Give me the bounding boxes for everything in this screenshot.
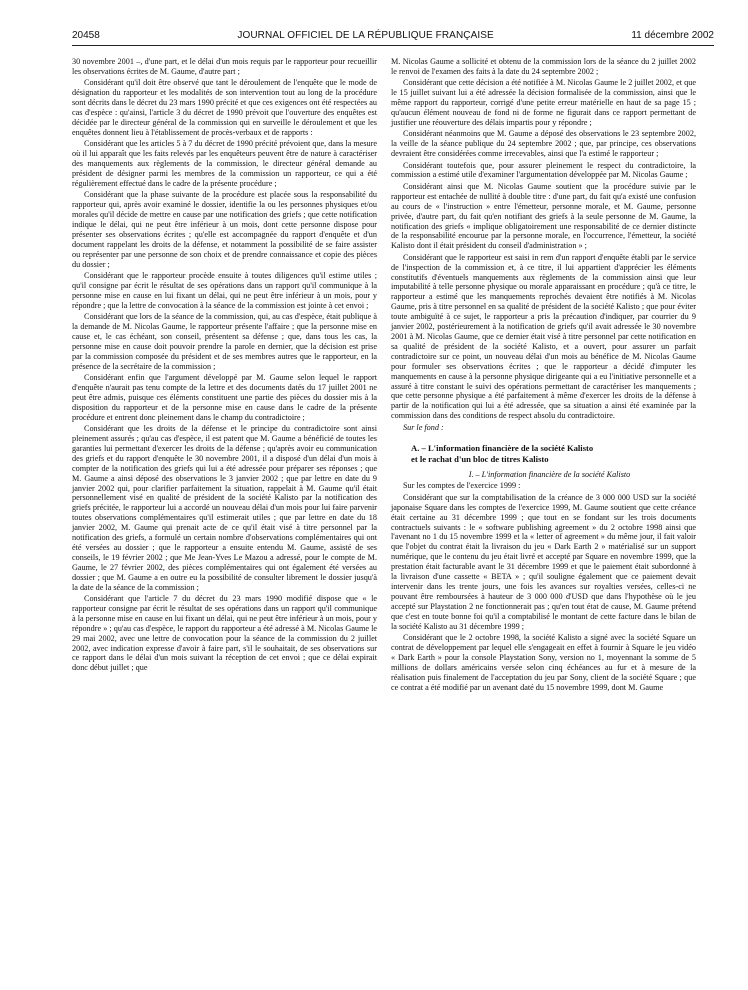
paragraph: Considérant que cette décision a été notifiée à M. Nicolas Gaume le 2 juillet 2002, et que le 15 juillet suivant lui a été adressée la décision formalisée de la commission, ainsi que le même rapport du rapporteur, corrigé d'une petite erreur matérielle en haut de sa page 15 ; qu'aucun élément nouveau de fond ni de forme ne figurait dans ce rapport permettant de justifier une réouverture des délais impartis pour y répondre ; <box>391 78 696 127</box>
sur-le-fond-label: Sur le fond : <box>403 423 444 433</box>
paragraph: Considérant enfin que l'argument développé par M. Gaume selon lequel le rapport d'enquête n'aurait pas tenu compte de la lettre et des documents datés du 17 juillet 2001 ne peut être admis, puisque ces éléments constituent une partie des pièces du dossier mis à la disposition du rapporteur et de la personne mise en cause dans le cadre de la présente procédure et entrent donc pleinement dans le champ du contradictoire ; <box>72 373 377 422</box>
paragraph: Considérant toutefois que, pour assurer pleinement le respect du contradictoire, la commission a estimé utile d'examiner l'argumentation développée par M. Nicolas Gaume ; <box>391 160 696 180</box>
right-column <box>391 57 696 694</box>
section-heading-a-line2: et le rachat d'un bloc de titres Kalisto <box>411 453 549 464</box>
page-header <box>72 30 714 46</box>
paragraph: Considérant que le rapporteur est saisi in rem d'un rapport d'enquête établi par le service de l'inspection de la commission et, à ce titre, il lui appartient d'apprécier les éléments constitutifs d'éventuels manquements aux règlements de la commission ainsi que leur imputabilité à telle personne physique ou morale apparaissant en procédure ; qu'à ce titre, le rapporteur a estimé que les manquements reprochés devaient être notifiés à M. Nicolas Gaume, pris à titre personnel en sa qualité de président de la société Kalisto ; que pour éviter toute ambiguïté à ce sujet, le rapporteur a pris la précaution d'indiquer, par courrier du 9 janvier 2002, postérieurement à la notification de griefs qu'il avait adressée le 30 novembre 2001 à M. Nicolas Gaume, que ce dernier était visé à titre personnel par cette notification en sa qualité de président de la société Kalisto, et a ouvert, pour assurer un parfait contradictoire sur ce point, un nouveau délai d'un mois au bénéfice de M. Nicolas Gaume pour formuler ses observations écrites ; que le rapporteur a décidé d'imputer les manquements en cause à la personne physique dirigeante qui a eu l'initiative personnelle et a assuré à titre constant le suivi des opérations permettant de caractériser les manquements ; que cette personne physique a été parfaitement à même d'exercer les droits de la défense à partir de la notification qui lui a été adressée, que sa situation a ainsi été examinée par la commission dans des conditions de respect absolu du contradictoire. <box>391 252 696 421</box>
page-number: 20458 <box>72 30 100 41</box>
paragraph: Considérant que sur la comptabilisation de la créance de 3 000 000 USD sur la société japonaise Square dans les comptes de l'exercice 1999, M. Gaume soutient que cette créance était certaine au 31 décembre 1999 ; que tout en se fondant sur les trois documents contractuels suivants : le « software publishing agreement » du 2 octobre 1998 ainsi que l'avenant no 1 du 15 novembre 1999 et la « letter of agreement » du même jour, il fait valoir que l'objet du contrat était la livraison du jeu « Dark Earth 2 » matérialisé sur un support numérique, que le contenu du jeu était livré et accepté par Square en novembre 1999, que la prestation était facturable avant le 31 décembre 1999 et que le paiement était subordonné à la livraison d'une cassette « BETA » ; qu'il souligne également que ce paiement devait intervenir dans les trente jours, une fois les avances sur royalties versées, celles-ci ne pouvant être remboursées à hauteur de 3 000 000 d'USD que dans l'hypothèse où le jeu accepté sur Playstation 2 ne fonctionnerait pas ; qu'en tout état de cause, M. Gaume prétend que c'est en toute bonne foi qu'il a comptabilisé le montant de cette facture dans le bilan de la société Kalisto au 31 décembre 1999 ; <box>391 492 696 631</box>
paragraph: Considérant néanmoins que M. Gaume a déposé des observations le 23 septembre 2002, la veille de la séance publique du 24 septembre 2002 ; que, par principe, ces observations devraient être considérées comme irrecevables, ainsi que l'a estimé le rapporteur ; <box>391 129 696 159</box>
paragraph: Considérant que les articles 5 à 7 du décret de 1990 précité prévoient que, dans la mesure où il lui apparaît que les faits relevés par les enquêteurs peuvent être de nature à caractériser des manquements aux règlements de la commission, le directeur général demande au président de désigner parmi les membres de la commission un rapporteur, ce qui a été régulièrement effectué dans le cadre de la présente procédure ; <box>72 139 377 188</box>
paragraph: Considérant qu'il doit être observé que tant le déroulement de l'enquête que le mode de désignation du rapporteur et les modalités de son intervention tout au long de la procédure sont décrits dans le décret du 23 mars 1990 précité et que ces exigences ont été respectées au cas d'espèce : qu'ainsi, l'article 3 du décret de 1990 prévoit que l'ouverture des enquêtes est décidée par le directeur général de la commission qui en surveille le déroulement et que les enquêtes donnent lieu à l'établissement de procès-verbaux et de rapports : <box>72 78 377 137</box>
paragraph: Considérant que lors de la séance de la commission, qui, au cas d'espèce, était publique à la demande de M. Nicolas Gaume, le rapporteur présente l'affaire ; que la personne mise en cause et, le cas échéant, son conseil, présentent sa défense ; que, dans tous les cas, la personne mise en cause doit pouvoir prendre la parole en dernier, que la décision est prise par la commission composée du président et de ses membres autres que le rapporteur, en la présence de la secrétaire de la commission ; <box>72 312 377 371</box>
paragraph: M. Nicolas Gaume a sollicité et obtenu de la commission lors de la séance du 2 juillet 2002 le renvoi de l'examen des faits à la date du 24 septembre 2002 ; <box>391 57 696 76</box>
section-heading-a <box>391 443 696 464</box>
paragraph: Considérant que le 2 octobre 1998, la société Kalisto a signé avec la société Square un contrat de développement par lequel elle s'engageait en effet à fournir à Square le jeu vidéo « Dark Earth » pour la console Playstation Sony, version no 1, moyennant la somme de 5 millions de dollars américains versée selon cinq échéances au fur et à mesure de la réalisation puis finalement de l'acceptation du jeu par Sony, client de la société Square ; que ce contrat a été modifié par un avenant daté du 15 novembre 1999, dont M. Gaume <box>391 633 696 692</box>
paragraph: Considérant que l'article 7 du décret du 23 mars 1990 modifié dispose que « le rapporteur consigne par écrit le résultat de ses opérations dans un rapport qu'il communique à la personne mise en cause en lui fixant un délai, qui ne peut être inférieur à un mois, pour y répondre » ; qu'au cas d'espèce, le rapport du rapporteur a été adressé à M. Nicolas Gaume le 29 mai 2002, avec une lettre de convocation pour la séance de la commission du 2 juillet 2002, avec indication expresse d'avoir à faire part, s'il le souhaitait, de ses observations sur ce rapport dans le délai d'un mois suivant la réception de cet envoi ; que ce délai expirait donc début juillet ; que <box>72 594 377 673</box>
text-columns <box>72 57 714 694</box>
paragraph: 30 novembre 2001 –, d'une part, et le délai d'un mois requis par le rapporteur pour recueillir les observations écrites de M. Gaume, d'autre part ; <box>72 57 377 76</box>
paragraph: Considérant ainsi que M. Nicolas Gaume soutient que la procédure suivie par le rapporteur est entachée de nullité à double titre : d'une part, du fait qu'a existé une confusion au cours de « l'instruction » entre l'émetteur, personne morale, et M. Gaume, personne privée, d'autre part, du fait qu'en notifiant des griefs à la seule personne de M. Gaume, la notification des griefs « implique obligatoirement une responsabilité de ce dernier distincte de la responsabilité encourue par la personne morale, en l'occurrence, l'émetteur, la société Kalisto dont il était président du conseil d'administration » ; <box>391 181 696 251</box>
paragraph: Considérant que la phase suivante de la procédure est placée sous la responsabilité du rapporteur qui, après avoir examiné le dossier, identifie la ou les personnes physiques et/ou morales qu'il décide de mettre en cause par une notification des griefs ; que cette notification indique le délai, qui ne peut être inférieur à un mois, dont cette personne dispose pour présenter ses observations écrites ; qu'elle est accompagnée du rapport d'enquête et d'un document rappelant les droits de la défense, et notamment la possibilité de se faire assister ou représenter par une personne de son choix et de prendre connaissance et copie des pièces du dossier ; <box>72 190 377 269</box>
comptes-label: Sur les comptes de l'exercice 1999 : <box>403 481 521 491</box>
subheading-information-financiere: I. – L'information financière de la société Kalisto <box>468 470 631 480</box>
section-heading-a-line1: A. – L'information financière de la société Kalisto <box>411 443 594 454</box>
journal-title: JOURNAL OFFICIEL DE LA RÉPUBLIQUE FRANÇAISE <box>237 30 494 41</box>
paragraph: Considérant que le rapporteur procède ensuite à toutes diligences qu'il estime utiles ; qu'il consigne par écrit le résultat de ses opérations dans un rapport qu'il communique à la personne mise en cause en lui fixant un délai, qui ne peut être inférieur à un mois, pour y répondre ; que la lettre de convocation à la séance de la commission est jointe à cet envoi ; <box>72 271 377 310</box>
paragraph: Considérant que les droits de la défense et le principe du contradictoire sont ainsi pleinement assurés ; qu'au cas d'espèce, il est patent que M. Gaume a bénéficié de toutes les garanties lui permettant d'exercer les droits de la défense ; qu'après avoir eu communication des griefs et du rapport d'enquête le 30 novembre 2001, il a disposé d'un délai d'un mois à compter de la notification des griefs qui lui a été adressée pour préparer ses réponses ; que M. Gaume a ainsi déposé des observations le 3 janvier 2002 ; que par lettre en date du 9 janvier 2002 qui, pour clarifier parfaitement la situation, rappelait à M. Gaume qu'il était personnellement visé en qualité de président de la société Kalisto par la notification des griefs précitée, le rapporteur lui a accordé un nouveau délai d'un mois pour lui faire parvenir toutes observations complémentaires qu'il estimerait utiles ; que par lettre en date du 18 janvier 2002, M. Gaume qui prenait acte de ce qu'il était visé à titre personnel par la notification des griefs, a formulé un certain nombre d'observations complémentaires qui ont été versées au dossier ; que le rapporteur a ensuite entendu M. Gaume, assisté de ses conseils, le 19 février 2002 ; que Me Jean-Yves Le Mazou a adressé, pour le compte de M. Gaume, le 27 février 2002, des pièces complémentaires qui ont également été versées au dossier ; que M. Gaume a en outre eu la possibilité de consulter librement le dossier jusqu'à la date de la séance de la commission ; <box>72 424 377 592</box>
left-column <box>72 57 377 694</box>
issue-date: 11 décembre 2002 <box>631 30 714 41</box>
